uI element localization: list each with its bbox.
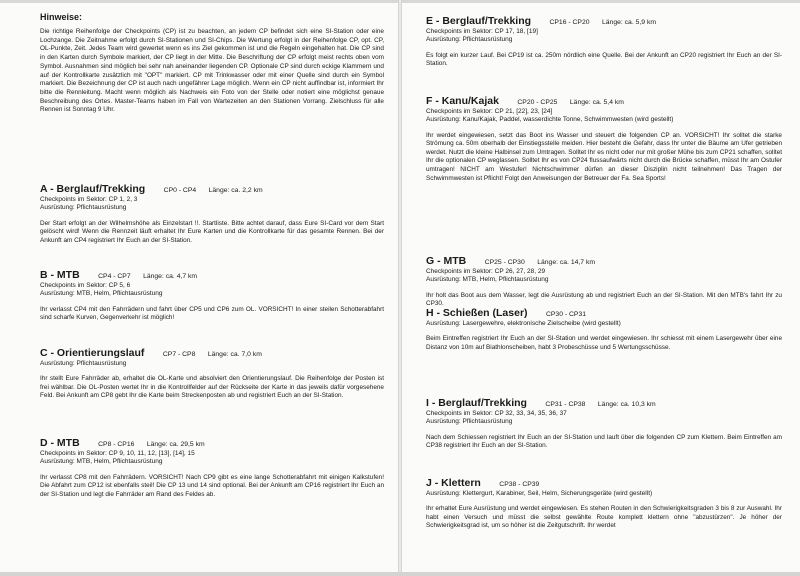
section-title: F - Kanu/Kajak <box>426 95 499 107</box>
section-description: Ihr stellt Eure Fahrräder ab, erhaltet die OL-Karte und absolviert den Orientierungslauf. Die Reihenfolge der Posten ist frei wählbar. Die OL-Posten wertet Ihr in die Kontrollfelder auf der Rückseite der Karte in das jeweils dafür vorgesehene Feld. Bei Ankunft am CP8 gebt Ihr die Karte beim Streckenposten ab und registriert Euch an der SI-Station. <box>40 375 384 400</box>
section-description: Ihr werdet eingewiesen, setzt das Boot ins Wasser und steuert die folgenden CP an. VORSICHT! Ihr solltet die starke Strömung ca. 50m oberhalb der Einstiegsstelle meiden. Hier besteht die Gefahr, dass Ihr unter die Bäume am Ufer getrieben werdet. Nutzt die kleine Halbinsel zum Umtragen. Solltet Ihr es nicht oder nur mit großer Mühe bis zum CP21 schaffen, solltet Ihr die optionalen CP weglassen. Solltet Ihr es von CP24 flussaufwärts nicht durch die Brücke schaffen, müsst Ihr am Ostufer umtragen! NICHT am Westufer! Nichtschwimmer dürfen an dieser Disziplin nicht teilnehmen! Das Tragen der Schwimmwesten ist Pflicht! Folgt den Anweisungen der Betreuer der Fa. Sea Sports! <box>426 131 782 182</box>
section-length: Länge: ca. 5,9 km <box>601 19 657 26</box>
section-equipment: Ausrüstung: Pflichtausrüstung <box>40 204 127 212</box>
section-equipment: Ausrüstung: MTB, Helm, Pflichtausrüstung <box>40 290 163 298</box>
section-title: J - Klettern <box>426 477 481 489</box>
section-a <box>40 182 384 245</box>
right-page <box>402 0 800 576</box>
section-cp-range: CP38 - CP39 <box>499 481 540 488</box>
section-cp-range: CP20 - CP25 <box>517 99 558 106</box>
section-i <box>426 396 782 451</box>
section-header <box>426 306 782 318</box>
section-equipment: Ausrüstung: Pflichtausrüstung <box>426 36 513 44</box>
section-description: Ihr holt das Boot aus dem Wasser, legt die Ausrüstung ab und registriert Euch an der SI-Station. Mit den MTB's fahrt Ihr zu CP30. <box>426 291 782 308</box>
section-header <box>426 254 782 266</box>
section-title: D - MTB <box>40 437 80 449</box>
section-checkpoints: Checkpoints im Sektor: CP 26, 27, 28, 29 <box>426 268 546 275</box>
section-j <box>426 476 782 531</box>
hints-block <box>40 12 384 115</box>
section-length: Länge: ca. 14,7 km <box>537 259 596 266</box>
section-description: Beim Eintreffen registriert Ihr Euch an der SI-Station und werdet eingewiesen. Ihr schiesst mit einem Lasergewehr über eine Distanz von 10m auf Biathlonscheiben, habt 3 Probeschüsse und 5 Wertungsschüsse. <box>426 335 782 351</box>
section-header <box>426 14 782 26</box>
hints-text: Die richtige Reihenfolge der Checkpoints (CP) ist zu beachten, an jedem CP befindet sich eine SI-Station oder eine Lochzange. Die Zeitnahme erfolgt durch SI-Stationen und SI-Chips. Die Wertung erfolgt in der Reihenfolge CP, opt. CP, OL-Punkte, Zeit. Jedes Team wird gewertet wenn es ins Ziel gekommen ist und die Regeln eingehalten hat. Die CP sind in den Karten durch Symbole markiert, der CP liegt in der Mitte. Die Beschriftung der CP erfolgt meist rechts oben vom Symbol. Ausnahmen sind möglich bei sehr nah aneinander liegenden CP. Optionale CP sind durch eckige Klammern und auf der Kontrollkarte zusätzlich mit "OPT" markiert. CP mit Trinkwasser oder mit einer Quelle sind durch ein Symbol markiert. Die Bezeichnung der CP ist auch nach ungefährer Lage möglich. Wenn ein CP nicht auffindbar ist, informiert Ihr bitte die Rennleitung. Macht wenn möglich als Nachweis ein Foto von der Stelle oder notiert eine möglichst genaue Beschreibung des Ortes. Master-Teams haben im Fall von Wartezeiten an den Stationen Vorrang. Zielschluss für alle Rennen ist Sonntag 9 Uhr. <box>40 28 384 114</box>
section-checkpoints: Checkpoints im Sektor: CP 5, 6 <box>40 282 131 289</box>
section-title: H - Schießen (Laser) <box>426 307 528 319</box>
section-header <box>40 182 384 194</box>
section-equipment: Ausrüstung: Kanu/Kajak, Paddel, wasserdichte Tonne, Schwimmwesten (wird gestellt) <box>426 116 674 124</box>
section-description: Nach dem Schiessen registriert Ihr Euch an der SI-Station und lauft über die folgenden CP zum Klettern. Beim Eintreffen am CP38 registriert Ihr Euch an der SI-Station. <box>426 433 782 450</box>
section-f <box>426 94 782 183</box>
section-header <box>426 476 782 488</box>
section-equipment: Ausrüstung: Pflichtausrüstung <box>40 360 127 367</box>
section-title: B - MTB <box>40 269 80 281</box>
section-equipment: Ausrüstung: MTB, Helm, Pflichtausrüstung <box>40 458 163 466</box>
section-e <box>426 14 782 69</box>
section-checkpoints: Checkpoints im Sektor: CP 9, 10, 11, 12, [13], [14], 15 <box>40 450 195 457</box>
section-title: A - Berglauf/Trekking <box>40 183 146 195</box>
section-length: Länge: ca. 29,5 km <box>146 441 205 448</box>
section-cp-range: CP8 - CP16 <box>98 441 135 448</box>
section-checkpoints: Checkpoints im Sektor: CP 17, 18, [19] <box>426 28 538 35</box>
section-equipment: Ausrüstung: MTB, Helm, Pflichtausrüstung <box>426 276 549 284</box>
section-title: E - Berglauf/Trekking <box>426 15 532 27</box>
section-description: Es folgt ein kurzer Lauf. Bei CP19 ist ca. 250m nördlich eine Quelle. Bei der Ankunft an CP20 registriert Ihr Euch an der SI-Station. <box>426 51 782 68</box>
section-cp-range: CP30 - CP31 <box>545 311 587 318</box>
section-cp-range: CP31 - CP38 <box>545 401 586 408</box>
section-cp-range: CP25 - CP30 <box>484 259 525 266</box>
section-header <box>426 396 782 408</box>
section-header <box>426 94 782 106</box>
section-header <box>40 346 384 358</box>
section-equipment: Ausrüstung: Pflichtausrüstung <box>426 418 513 426</box>
section-length: Länge: ca. 5,4 km <box>569 99 624 106</box>
section-d <box>40 436 384 499</box>
section-g <box>426 254 782 309</box>
section-equipment: Ausrüstung: Klettergurt, Karabiner, Seil, Helm, Sicherungsgeräte (wird gestellt) <box>426 490 653 497</box>
section-title: G - MTB <box>426 255 467 267</box>
section-b <box>40 268 384 323</box>
section-checkpoints: Checkpoints im Sektor: CP 32, 33, 34, 35, 36, 37 <box>426 410 567 417</box>
section-length: Länge: ca. 4,7 km <box>143 273 198 280</box>
section-description: Ihr verlasst CP8 mit den Fahrrädern. VORSICHT! Nach CP9 gibt es eine lange Schotterabfahrt mit einigen Kalkstufen! Die Abfahrt zum CP12 ist ebenfalls steil! Die CP 13 und 14 sind optional. Bei der Ankunft am CP16 registriert Ihr Euch an der SI-Station und legt die Fahrräder am Rand des Feldes ab. <box>40 473 384 498</box>
section-length: Länge: ca. 10,3 km <box>597 401 656 408</box>
section-equipment: Ausrüstung: Lasergewehre, elektronische Zielscheibe (wird gestellt) <box>426 320 621 327</box>
section-checkpoints: Checkpoints im Sektor: CP 1, 2, 3 <box>40 196 138 203</box>
section-c <box>40 346 384 401</box>
page-edge-bottom <box>0 572 800 576</box>
section-description: Der Start erfolgt an der Wilhelmshöhe als Einzelstart !!. Startliste. Bitte achtet darauf, dass Eure SI-Card vor dem Start gelöscht wird! Wenn die Rennzeit läuft erhaltet Ihr Eure Karten und die Kontrollkarte für das gesamte Rennen. Bei der Ankunft am CP4 registriert Ihr Euch an der SI-Station. <box>40 219 384 244</box>
section-cp-range: CP7 - CP8 <box>162 351 196 358</box>
section-checkpoints: Checkpoints im Sektor: CP 21, [22], 23, [24] <box>426 108 553 115</box>
section-description: Ihr verlasst CP4 mit den Fahrrädern und fahrt über CP5 und CP6 zum OL. VORSICHT! In einer steilen Schotterabfahrt sind scharfe Kurven, Gegenverkehr ist möglich! <box>40 305 384 322</box>
section-cp-range: CP16 - CP20 <box>549 19 590 26</box>
hints-title: Hinweise: <box>40 12 83 22</box>
section-header <box>40 436 384 448</box>
section-cp-range: CP0 - CP4 <box>163 187 197 194</box>
section-length: Länge: ca. 7,0 km <box>207 351 262 358</box>
section-length: Länge: ca. 2,2 km <box>208 187 263 194</box>
section-description: Ihr erhaltet Eure Ausrüstung und werdet eingewiesen. Es stehen Routen in den Schwierigkeitsgraden 3 bis 8 zur Auswahl. Ihr habt einen Versuch und müsst die selbst gewählte Route komplett klettern ohne "abzustürzen". Je höher der Schwierigkeitsgrad ist, um so höher ist die Zeitgutschrift. Ihr werdet <box>426 505 782 530</box>
section-title: I - Berglauf/Trekking <box>426 397 527 409</box>
section-h <box>426 306 782 352</box>
section-cp-range: CP4 - CP7 <box>98 273 131 280</box>
section-title: C - Orientierungslauf <box>40 347 145 359</box>
section-header <box>40 268 384 280</box>
